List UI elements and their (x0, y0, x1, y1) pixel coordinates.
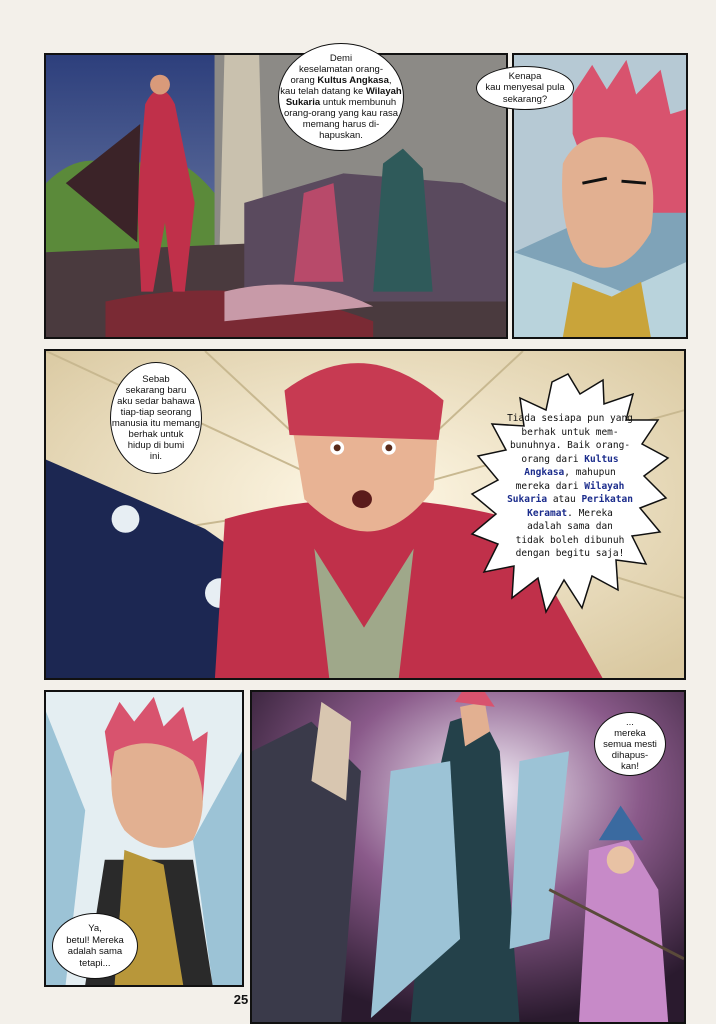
speech-bubble-p3 (110, 362, 202, 474)
speech-bubble-p1 (278, 43, 404, 151)
speech-bubble-p4 (52, 913, 138, 979)
speech-bubble-p2 (476, 66, 574, 110)
speech-text-p4: Ya, betul! Mereka adalah sama tetapi... (66, 923, 124, 969)
page-number: 25 (233, 992, 249, 1007)
panel-1-art (46, 55, 506, 337)
panel-1-battlefield (44, 53, 508, 339)
speech-text-p5: ... mereka semua mesti dihapus- kan! (603, 716, 657, 772)
speech-text-p3: Sebab sekarang baru aku sedar bahawa tiap-tiap seorang manusia itu memang berhak untuk hidup di bumi ini. (111, 374, 201, 462)
speech-text-p1: Demi keselamatan orang- orang Kultus Angkasa, kau telah datang ke Wilayah Sukaria untuk membunuh orang-orang yang kau rasa memang harus di- hapuskan. (280, 53, 402, 141)
speech-bubble-p5 (594, 712, 666, 776)
shout-text-p3: Tiada sesiapa pun yang berhak untuk mem- bunuhnya. Baik orang- orang dari Kultus Angkasa, mahupun mereka dari Wilayah Sukaria atau Perikatan Keramat. Mereka adalah sama dan tidak boleh dibunuh dengan begitu saja! (507, 413, 633, 559)
speech-text-p2: Kenapa kau menyesal pula sekarang? (485, 70, 565, 105)
